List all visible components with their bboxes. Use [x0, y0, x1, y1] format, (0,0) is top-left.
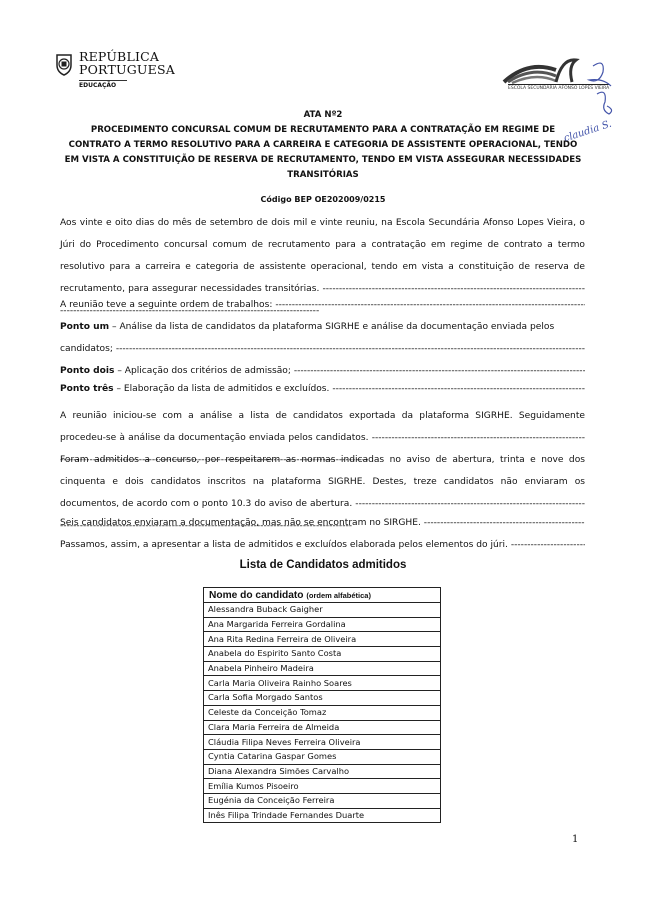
table-row: [204, 749, 441, 764]
table-header-row: [204, 588, 441, 603]
bep-code: Código BEP OE202009/0215: [260, 195, 386, 204]
candidate-name: Cyntia Catarina Gaspar Gomes: [204, 749, 441, 764]
gov-line-2: PORTUGUESA: [79, 62, 175, 77]
paragraph-list-intro: Passamos, assim, a apresentar a lista de admitidos e excluídos elaborada pelos elementos do júri. -----: [60, 538, 585, 552]
candidate-name: Ana Margarida Ferreira Gordalina: [204, 617, 441, 632]
table-row: [204, 793, 441, 808]
table-row: [204, 779, 441, 794]
table-row: [204, 808, 441, 823]
title-line-2: CONTRATO A TERMO RESOLUTIVO PARA A CARREIRA E CATEGORIA DE ASSISTENTE OPERACIONAL, TENDO: [68, 140, 578, 150]
government-name: [79, 50, 175, 76]
table-row: [204, 647, 441, 662]
candidate-name: Inês Filipa Trindade Fernandes Duarte: [204, 808, 441, 823]
agenda-intro: A reunião teve a seguinte ordem de trabalhos: -----: [60, 298, 585, 312]
ata-number: ATA Nº2: [303, 110, 343, 120]
candidate-name: Anabela Pinheiro Madeira: [204, 661, 441, 676]
agenda-point-2: Ponto dois – Aplicação dos critérios de admissão; -----: [60, 364, 585, 378]
agenda-point-3: Ponto três – Elaboração da lista de admitidos e excluídos. -----: [60, 382, 585, 396]
coat-of-arms-icon: [55, 52, 73, 76]
table-row: [204, 617, 441, 632]
candidate-name: Cláudia Filipa Neves Ferreira Oliveira: [204, 735, 441, 750]
title-line-4: TRANSITÓRIAS: [287, 170, 359, 180]
table-row: [204, 632, 441, 647]
agenda-point-1: Ponto um – Análise da lista de candidatos da plataforma SIGRHE e análise da documentação enviada pelos: [60, 322, 555, 332]
page-number: 1: [572, 834, 579, 845]
title-line-3: EM VISTA A CONSTITUIÇÃO DE RESERVA DE RECRUTAMENTO, TENDO EM VISTA ASSEGURAR NECESSIDADES: [64, 155, 582, 165]
paragraph-opening: Aos vinte e oito dias do mês de setembro de dois mil e vinte reuniu, na Escola Secundária Afonso Lopes Vieira, o Júri do Procedimento concursal comum de recrutamento para a contratação em regime de contrato a termo resolutivo para a carreira e categoria de assistente operacional, tendo em vista a constituição de reserva de recrutamento, para assegurar necessidades transitórias. -----: [60, 212, 585, 322]
candidate-name: Eugénia da Conceição Ferreira: [204, 793, 441, 808]
candidate-name: Alessandra Buback Gaigher: [204, 603, 441, 618]
ministry-label: EDUCAÇÃO: [79, 80, 127, 89]
table-row: [204, 735, 441, 750]
paragraph-six-candidates: Seis candidatos enviaram a documentação, mas não se encontram no SIRGHE. -----: [60, 516, 585, 530]
candidate-name: Carla Sofia Morgado Santos: [204, 691, 441, 706]
table-row: [204, 764, 441, 779]
table-row: [204, 603, 441, 618]
school-caption: ESCOLA SECUNDÁRIA AFONSO LOPES VIEIRA: [508, 86, 610, 91]
table-row: [204, 691, 441, 706]
candidate-name: Anabela do Espirito Santo Costa: [204, 647, 441, 662]
candidate-name: Ana Rita Redina Ferreira de Oliveira: [204, 632, 441, 647]
list-title: Lista de Candidatos admitidos: [239, 559, 407, 571]
candidate-name: Diana Alexandra Simões Carvalho: [204, 764, 441, 779]
gov-line-1: REPÚBLICA: [79, 49, 160, 64]
document-title: [60, 108, 586, 183]
agenda-point-1-cont: candidatos; -----: [60, 342, 585, 356]
paragraph-analysis: A reunião iniciou-se com a análise a lista de candidatos exportada da plataforma SIGRHE. Seguidamente procedeu-se à análise da documentação enviada pelos candidatos. -----: [60, 405, 585, 471]
table-row: [204, 720, 441, 735]
government-logo: [55, 50, 175, 95]
candidates-table: [203, 587, 441, 823]
candidate-name: Carla Maria Oliveira Rainho Soares: [204, 676, 441, 691]
table-row: [204, 661, 441, 676]
candidate-name: Clara Maria Ferreira de Almeida: [204, 720, 441, 735]
column-header-name: Nome do candidato (ordem alfabética): [204, 588, 441, 603]
title-line-1: PROCEDIMENTO CONCURSAL COMUM DE RECRUTAMENTO PARA A CONTRATAÇÃO EM REGIME DE: [90, 125, 556, 135]
candidate-name: Emília Kumos Pisoeiro: [204, 779, 441, 794]
candidate-name: Celeste da Conceição Tomaz: [204, 705, 441, 720]
signature-text: claudia S.: [562, 118, 614, 145]
table-row: [204, 676, 441, 691]
table-row: [204, 705, 441, 720]
paragraph-admitted: Foram admitidos a concurso, por respeitarem as normas indicadas no aviso de abertura, trinta e nove dos cinquenta e dois candidatos inscritos na plataforma SIGRHE. Destes, treze candidatos não enviaram os documentos, de acordo com o ponto 10.3 do aviso de abertura. -----: [60, 449, 585, 537]
